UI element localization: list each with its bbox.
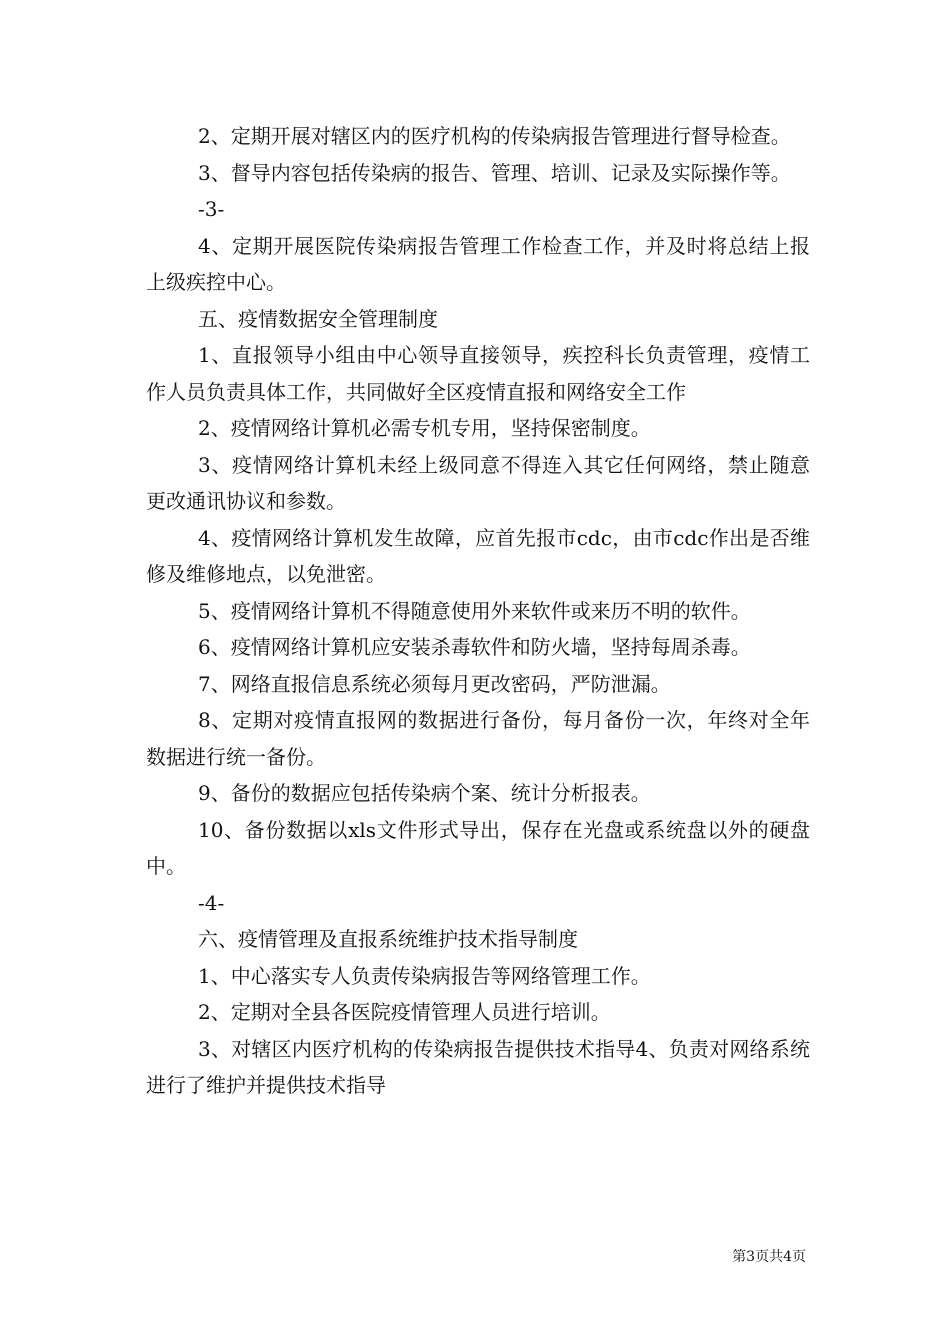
paragraph-6: 3、疫情网络计算机未经上级同意不得连入其它任何网络，禁止随意更改通讯协议和参数。 bbox=[146, 452, 810, 513]
paragraph-9: 6、疫情网络计算机应安装杀毒软件和防火墙，坚持每周杀毒。 bbox=[198, 635, 751, 659]
section-heading-5: 五、疫情数据安全管理制度 bbox=[198, 306, 438, 331]
page-number-label: 第3页共4页 bbox=[732, 1249, 806, 1265]
section-heading-6: 六、疫情管理及直报系统维护技术指导制度 bbox=[198, 927, 578, 951]
paragraph-7: 4、疫情网络计算机发生故障，应首先报市cdc，由市cdc作出是否维修及维修地点，以免泄密。 bbox=[146, 525, 810, 586]
paragraph-12: 9、备份的数据应包括传染病个案、统计分析报表。 bbox=[198, 781, 651, 805]
paragraph-1: 2、定期开展对辖区内的医疗机构的传染病报告管理进行督导检查。 bbox=[198, 124, 791, 148]
page-footer bbox=[732, 1248, 806, 1266]
paragraph-10: 7、网络直报信息系统必须每月更改密码，严防泄漏。 bbox=[198, 671, 671, 696]
paragraph-11: 8、定期对疫情直报网的数据进行备份，每月备份一次，年终对全年数据进行统一备份。 bbox=[146, 708, 810, 769]
paragraph-13: 10、备份数据以xls文件形式导出，保存在光盘或系统盘以外的硬盘中。 bbox=[146, 817, 810, 878]
paragraph-15: 2、定期对全县各医院疫情管理人员进行培训。 bbox=[198, 1000, 611, 1024]
document-body bbox=[146, 118, 810, 1104]
paragraph-16: 3、对辖区内医疗机构的传染病报告提供技术指导4、负责对网络系统进行了维护并提供技术指导 bbox=[146, 1036, 810, 1097]
paragraph-8: 5、疫情网络计算机不得随意使用外来软件或来历不明的软件。 bbox=[198, 598, 751, 623]
paragraph-14: 1、中心落实专人负责传染病报告等网络管理工作。 bbox=[198, 963, 651, 988]
page-marker-3: -3- bbox=[198, 197, 225, 221]
paragraph-2: 3、督导内容包括传染病的报告、管理、培训、记录及实际操作等。 bbox=[198, 160, 791, 185]
paragraph-3: 4、定期开展医院传染病报告管理工作检查工作，并及时将总结上报上级疾控中心。 bbox=[146, 233, 810, 294]
paragraph-4: 1、直报领导小组由中心领导直接领导，疾控科长负责管理，疫情工作人员负责具体工作，共同做好全区疫情直报和网络安全工作 bbox=[146, 343, 810, 404]
paragraph-5: 2、疫情网络计算机必需专机专用，坚持保密制度。 bbox=[198, 416, 651, 440]
page-marker-4: -4- bbox=[198, 890, 225, 915]
